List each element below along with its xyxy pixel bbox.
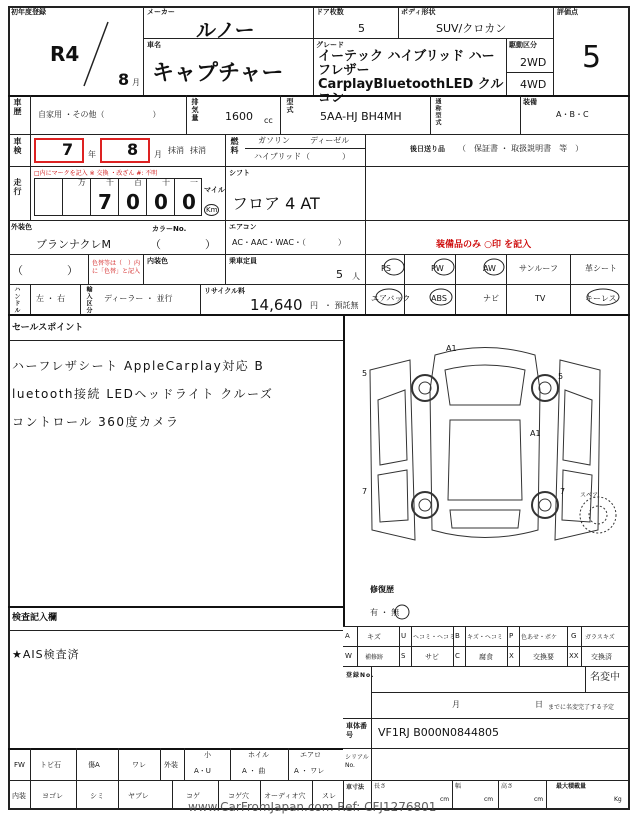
int-naiso: 内装 [12,792,26,800]
sales-line-1: ハーフレザシート AppleCarplay対応 B [12,359,265,373]
odo-unit-man: 万 [78,178,86,187]
legend-a: A [345,632,350,640]
odo-unit-hyaku: 百 [134,178,142,187]
color-no-value: （ ） [150,238,216,251]
history-label: 車歴 [13,98,22,116]
inspection-deleted: 抹消 [168,146,184,155]
recycle-unit: 円 [310,301,318,310]
diagram-mark-fr: 5 [558,372,564,381]
legend-p-text: 色あせ・ボケ [521,634,558,641]
capacity-unit: 人 [352,272,360,281]
first-reg-month: 8 [118,70,130,89]
legend-u: U [401,632,407,640]
shift-value: フロア 4 AT [232,194,320,213]
color-no-label: カラーNo. [152,225,187,233]
legend-b-text: キズ・ヘコミ [467,634,503,641]
fuel-gasoline: ガソリン [258,136,290,145]
odo-unit-ju: 十 [162,178,170,187]
model-value: 5AA-HJ BH4MH [320,110,402,123]
handle-value: 左 ・ 右 [36,294,66,303]
doors-value: 5 [358,22,365,35]
recycle-label: リサイクル料 [204,287,246,295]
cc-unit: cc [264,116,273,125]
int-color-label: 内装色 [147,257,168,265]
sales-line-3: コントロール 360度カメラ [12,415,180,429]
sales-point-text [12,352,342,436]
body-value: SUV/クロカン [436,22,507,35]
fw-label: FW [14,761,25,769]
score-label: 評価点 [557,8,578,16]
dims-kg: Kg [614,796,622,803]
odo-unit-sen: 千 [106,178,114,187]
displacement-label: 排気量 [191,98,199,122]
fw-tobi: トビ石 [40,761,61,769]
reg-month: 月 [452,700,460,709]
inspection-month-unit: 月 [154,150,162,159]
fuel-label: 燃料 [230,137,239,155]
legend-g: G [571,632,577,640]
legend-c: C [455,652,460,660]
registration-label: 登録No. [346,672,375,679]
ext-color-value: ブランナクレM [36,238,112,251]
repair-label: 修復歴 [370,585,394,594]
equip-grade-label: 装備 [523,98,537,106]
diagram-mark-fl: 5 [362,369,368,378]
odo-unit-ichi: 一 [190,178,198,187]
drive-2wd: 2WD [520,56,547,69]
reg-day: 日 [535,700,543,709]
tsusho-label: 通称型式 [434,98,441,126]
model-label: 型式 [286,98,294,114]
legend-s: S [401,652,406,660]
drive-label: 駆動区分 [509,41,537,49]
inspection-year-unit: 年 [88,150,96,159]
int-shimi: シミ [90,792,104,800]
inspection-year: 7 [62,140,74,159]
mile-label: マイル [204,186,225,194]
odometer [34,178,202,216]
equip-tv: TV [535,294,546,303]
equipment-grid [365,254,630,314]
dims-height: 高さ [501,783,514,790]
dims-length: 長さ [374,783,387,790]
handle-label: ハンドル [13,286,20,314]
ext-color-label: 外装色 [11,223,32,231]
capacity-label: 乗車定員 [229,257,257,265]
odo-digit-4: 0 [182,190,196,214]
legend-w: W [345,652,352,660]
inspection-deleted-label: 抹消 [190,146,206,155]
legend-xx: XX [569,652,579,660]
watermark: www.CarFromJapan.com Ref: CFJ1276801 [188,800,437,814]
first-reg-label: 初年度登録 [11,8,46,16]
vin-value: VF1RJ B000N0844805 [378,726,499,739]
legend-x: X [509,652,514,660]
equip-pw: PW [431,264,444,273]
legend-u-text: ヘコミ・ヘコミ [413,634,456,641]
dims-width: 幅 [455,783,462,790]
import-value: ディーラー ・ 並行 [104,294,173,303]
grade-label: グレード [316,41,344,49]
ac-value: AC・AAC・WAC・（ ） [232,238,346,247]
legend-w-text: 補修跡 [365,654,384,661]
inspection-notes-line: ★AIS検査済 [12,648,80,661]
odo-digit-2: 0 [126,190,140,214]
int-kogeana: コゲ穴 [228,792,249,800]
first-reg-month-unit: 月 [132,78,140,87]
shift-label: シフト [229,169,250,177]
legend-g-text: ガラスキズ [585,634,615,641]
fw-wheel: ホイル [248,751,269,759]
score-value: 5 [582,40,602,75]
fw-gaiso: 外装 [164,761,178,769]
color-change-note: 色替等は（ ）内に「色替」と記入 [92,260,141,275]
displacement-value: 1600 [225,110,253,123]
fw-ware: ワレ [132,761,146,769]
maker-label: メーカー [147,8,175,16]
dims-width-cm: cm [484,796,494,803]
equip-airbag: エアバック [371,294,411,303]
int-yogore: ヨゴレ [42,792,63,800]
damage-legend [343,626,630,666]
vin-label: 車体番号 [346,722,367,739]
legend-s-text: サビ [425,653,439,661]
diagram-mark-front: A1 [446,344,457,353]
equip-sunroof: サンルーフ [519,264,558,273]
odo-digit-1: 7 [98,190,112,214]
drive-4wd: 4WD [520,78,547,91]
car-diagram [350,330,620,570]
fw-row [8,748,630,780]
diagram-mark-right-door: A1 [530,429,541,438]
fw-aero-opts: A ・ ワレ [294,767,325,775]
equip-ps: PS [381,264,391,273]
slash-divider [80,20,110,90]
dims-height-cm: cm [534,796,544,803]
warranty-label: 後日送り品 [410,145,445,153]
inspection-notes-title: 検査記入欄 [12,613,58,623]
reg-deadline-note: までに名変完了する予定 [548,704,615,711]
legend-p: P [509,632,514,640]
int-sure: スレ [322,792,336,800]
spare-label: スペア [580,492,599,499]
capacity-value: 5 [336,268,343,281]
legend-b: B [455,632,460,640]
equip-leather: 革シート [585,264,617,273]
dims-max-load: 最大積載量 [556,783,587,790]
equip-note: 装備品のみ ○印 を記入 [436,240,532,250]
fw-small: 小 [204,751,211,759]
int-koge: コゲ [186,792,200,800]
dims-label: 車寸法 [346,784,365,791]
fuel-diesel: ディーゼル [310,136,350,145]
sales-point-title: セールスポイント [12,323,84,333]
int-audio: オーディオ穴 [264,792,306,800]
mileage-note: □内にマークを記入 ※ 交換 ・改ざん #: 不明 [34,170,158,177]
inspection-label: 車検 [13,137,22,155]
import-label: 輸入区分 [85,286,92,314]
fuel-hybrid: ハイブリッド [254,152,302,161]
maker-value: ルノー [196,18,255,42]
diagram-mark-rr: 7 [560,487,566,496]
sales-line-2: luetooth接続 LEDヘッドライト クルーズ [12,387,274,401]
odo-digit-3: 0 [154,190,168,214]
legend-a-text: キズ [367,633,381,641]
warranty-value: （ 保証書 ・ 取扱説明書 等 ） [458,144,584,153]
equip-grade-value: A・B・C [556,110,589,119]
fw-serial: シリアルNo. [345,754,369,769]
legend-x-text: 交換要 [533,653,554,661]
diagram-mark-rl: 7 [362,487,368,496]
inspection-year-box [34,138,84,163]
inspection-month: 8 [127,140,139,159]
km-label: Km [206,206,218,214]
repair-value: 有 ・ 無 [370,608,400,617]
legend-c-text: 腐食 [479,653,493,661]
dims-length-cm: cm [440,796,450,803]
name-change: 名変中 [590,672,620,683]
fw-jyo: 傷A [88,761,100,769]
recycle-deposit: ・ 預託無 [324,301,359,310]
mileage-label: 走行 [13,178,22,196]
first-reg-era: R4 [50,42,80,66]
car-name-label: 車名 [147,41,161,49]
int-yabure: ヤブレ [128,792,149,800]
history-value: 自家用 ・その他（ ） [38,110,161,119]
fuel-other: （ ） [302,152,350,161]
equip-navi: ナビ [483,294,499,303]
grade-value: イーテック ハイブリッド ハーフレザーCarplayBluetoothLED クルコン [318,49,504,106]
doors-label: ドア枚数 [316,8,344,16]
fw-aero: エアロ [300,751,321,759]
ac-label: エアコン [229,223,257,231]
equip-abs: ABS [431,294,447,303]
fw-wheel-opts: A ・ 曲 [242,767,266,775]
recycle-value: 14,640 [250,296,303,314]
legend-xx-text: 交換済 [591,653,612,661]
equip-keyless: キーレス [585,294,617,303]
car-name-value: キャプチャー [152,61,284,86]
body-label: ボディ形状 [401,8,436,16]
inspection-month-box [100,138,150,163]
fw-small-opts: A・U [194,767,211,775]
equip-aw: AW [483,264,496,273]
int-paren: （ ） [12,264,78,277]
